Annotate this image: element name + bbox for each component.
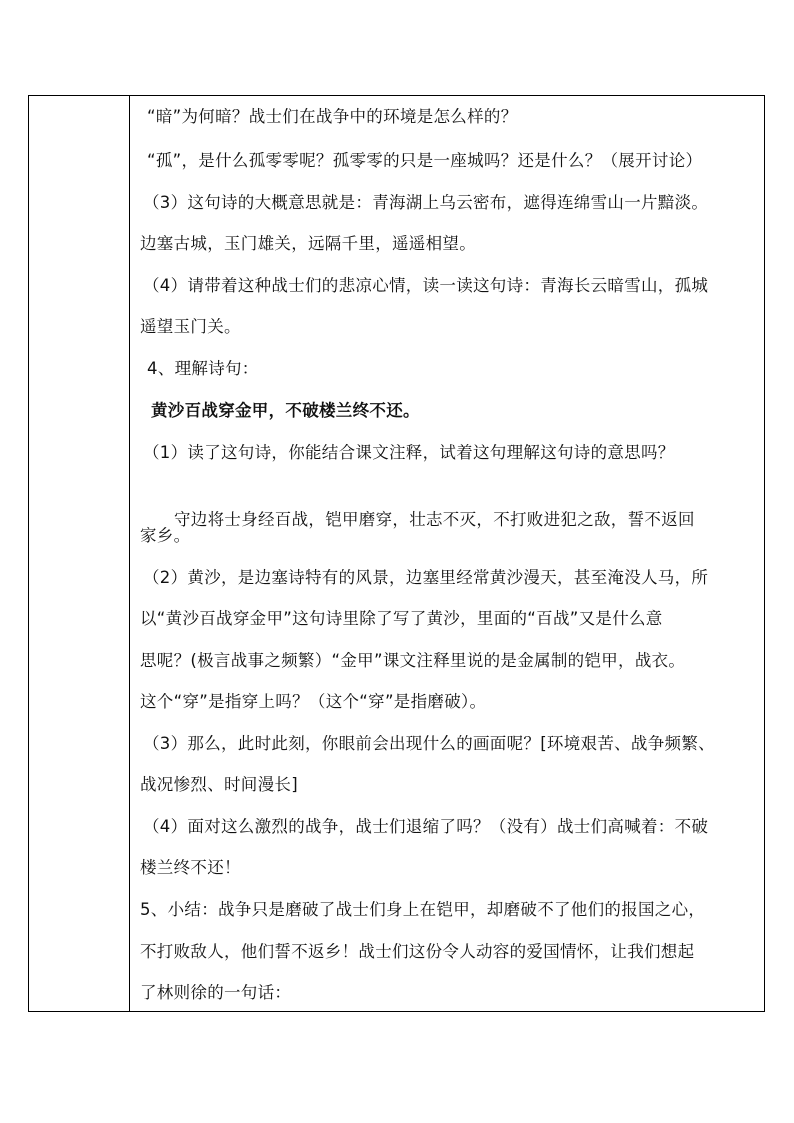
text-line: （3）那么，此时此刻，你眼前会出现什么的画面呢？[环境艰苦、战争频繁、 <box>143 734 715 753</box>
column-divider <box>129 96 130 1011</box>
text-line: “孤”，是什么孤零零呢？孤零零的只是一座城吗？还是什么？（展开讨论） <box>147 151 703 170</box>
text-line: 遥望玉门关。 <box>140 317 241 336</box>
poem-line: 黄沙百战穿金甲，不破楼兰终不还。 <box>151 401 420 420</box>
text-line: “暗”为何暗？战士们在战争中的环境是怎么样的？ <box>147 107 518 126</box>
text-line: 楼兰终不还！ <box>140 858 241 877</box>
summary-line: 不打败敌人，他们誓不返乡！战士们这份令人动容的爱国情怀，让我们想起 <box>140 942 695 961</box>
text-line: 以“黄沙百战穿金甲”这句诗里除了写了黄沙，里面的“百战”又是什么意 <box>140 609 663 628</box>
text-line: （4）面对这么激烈的战争，战士们退缩了吗？（没有）战士们高喊着：不破 <box>143 817 709 836</box>
lesson-table <box>28 95 765 1012</box>
text-line: （4）请带着这种战士们的悲凉心情，读一读这句诗：青海长云暗雪山，孤城 <box>143 276 709 295</box>
text-line: 思呢？(极言战事之频繁）“金甲”课文注释里说的是金属制的铠甲，战衣。 <box>140 651 686 670</box>
section-heading: 4、理解诗句： <box>147 359 259 378</box>
text-line: 边塞古城，玉门雄关，远隔千里，遥遥相望。 <box>140 234 476 253</box>
summary-line: 了林则徐的一句话： <box>140 983 292 1002</box>
text-line: （1）读了这句诗，你能结合课文注释，试着这句理解这句诗的意思吗？ <box>143 443 675 462</box>
summary-line: 5、小结：战争只是磨破了战士们身上在铠甲，却磨破不了他们的报国之心， <box>140 900 706 919</box>
text-line: 这个“穿”是指穿上吗？（这个“穿”是指磨破）。 <box>140 692 487 711</box>
text-line: （3）这句诗的大概意思就是：青海湖上乌云密布，遮得连绵雪山一片黯淡。 <box>143 193 709 212</box>
text-line: （2）黄沙，是边塞诗特有的风景，边塞里经常黄沙漫天，甚至淹没人马，所 <box>143 568 709 587</box>
text-line: 守边将士身经百战，铠甲磨穿，壮志不灭，不打败进犯之敌，誓不返回 <box>174 510 695 529</box>
text-line: 家乡。 <box>140 526 191 545</box>
text-line: 战况惨烈、时间漫长] <box>140 775 298 794</box>
